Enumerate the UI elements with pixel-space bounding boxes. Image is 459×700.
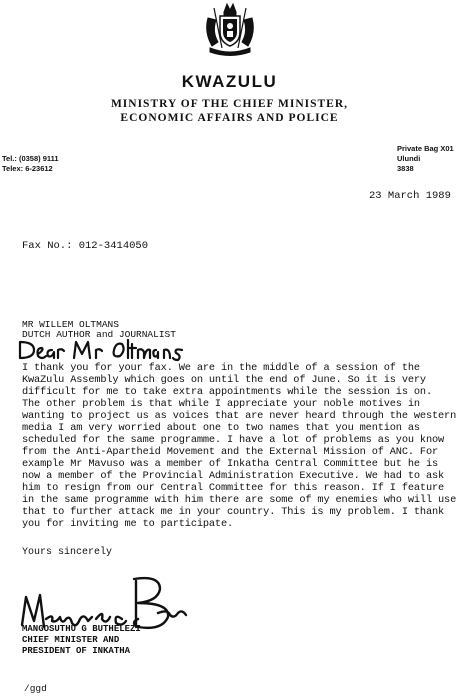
body-line: The other problem is that while I appreciate your noble motives in — [22, 398, 420, 410]
signatory-title: PRESIDENT OF INKATHA — [22, 646, 131, 656]
body-line: from the Anti-Apartheid Movement and the External Mission of ANC. For — [22, 446, 439, 458]
body-line: KwaZulu Assembly which goes on until the end of June. So it is very — [22, 374, 426, 386]
body-line: wanting to project us as voices that are never heard through the western — [22, 410, 457, 422]
handwritten-salutation — [16, 334, 186, 364]
signatory-title: CHIEF MINISTER AND — [22, 635, 120, 645]
body-line: now a member of the Provincial Administration Executive. We had to ask — [22, 470, 445, 482]
body-line: example Mr Mavuso was a member of Inkatha Central Committee but he is — [22, 458, 439, 470]
organization-name: KWAZULU — [181, 72, 278, 91]
signatory-name: MANGOSUTHU G BUTHELEZI — [22, 624, 141, 634]
recipient-name: MR WILLEM OLTMANS — [22, 319, 119, 330]
recipient-title: DUTCH AUTHOR and JOURNALIST — [22, 329, 176, 340]
body-line: scheduled for the same programme. I have a lot of problems as you know — [22, 434, 445, 446]
telephone-number: Tel.: (0358) 9111 — [2, 154, 59, 163]
ministry-line-1: MINISTRY OF THE CHIEF MINISTER, — [110, 98, 349, 110]
telex-number: Telex: 6-23612 — [2, 164, 53, 173]
body-line: you for inviting me to participate. — [22, 518, 234, 530]
address-line: Ulundi — [397, 154, 421, 163]
body-line: him to resign from our Central Committee for this reason. If I feature — [22, 482, 445, 494]
closing: Yours sincerely — [22, 547, 113, 558]
body-line: I thank you for your fax. We are in the middle of a session of the — [22, 362, 420, 374]
address-line: Private Bag X01 — [397, 144, 454, 153]
body-line: media I am very worried about one to two names that you mention as — [22, 422, 420, 434]
kwazulu-coat-of-arms-icon — [200, 2, 260, 58]
body-line: that to further attack me in your country. This is my problem. I thank — [22, 506, 445, 518]
reference-initials: /ggd — [24, 683, 47, 694]
body-line: in the same programme with him there are some of my enemies who will use — [22, 494, 457, 506]
ministry-line-2: ECONOMIC AFFAIRS AND POLICE — [120, 112, 339, 124]
body-line: difficult for me to take extra appointments while the session is on. — [22, 386, 432, 398]
fax-number: Fax No.: 012-3414050 — [22, 240, 149, 252]
letter-date: 23 March 1989 — [369, 190, 451, 202]
address-line: 3838 — [397, 164, 414, 173]
